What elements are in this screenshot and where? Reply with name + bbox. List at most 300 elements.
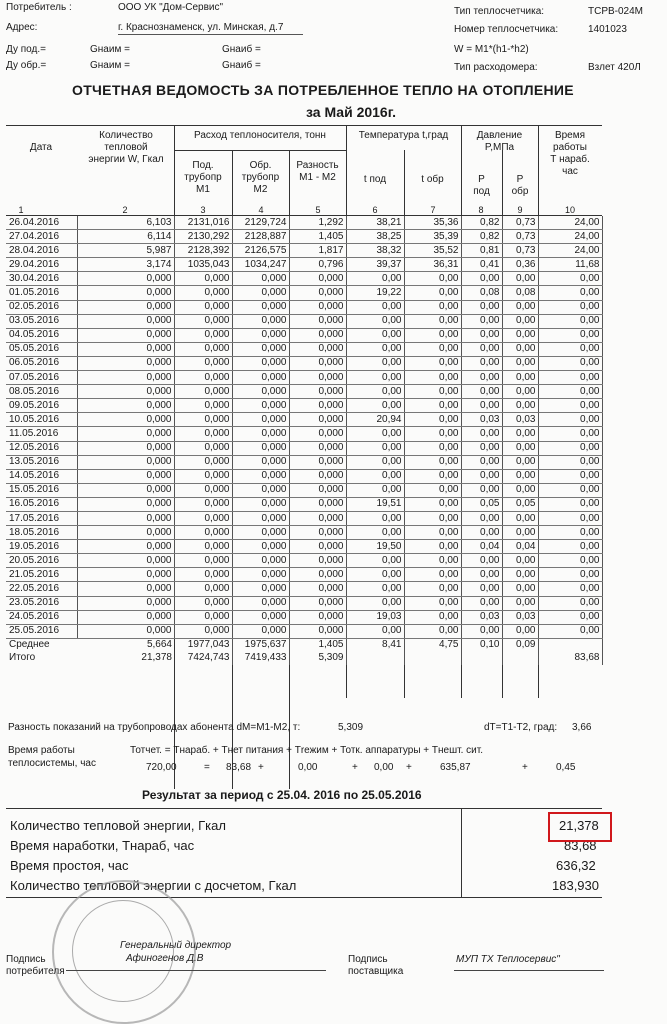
- col-num-9: 9: [517, 205, 523, 215]
- st-value-total: 720,00: [146, 762, 177, 773]
- table-cell: 0,00: [502, 568, 538, 582]
- table-cell: 0,000: [289, 582, 346, 596]
- table-cell: 0,000: [289, 385, 346, 399]
- table-cell: 24,00: [538, 230, 602, 244]
- table-cell: 0,00: [404, 371, 461, 385]
- table-cell: 0,000: [77, 624, 174, 638]
- table-cell: 0,00: [502, 342, 538, 356]
- meter-number-label: Номер теплосчетчика:: [454, 24, 559, 35]
- table-cell-date: 10.05.2016: [6, 413, 77, 427]
- table-cell: 0,000: [174, 469, 232, 483]
- table-cell: 0,00: [346, 568, 404, 582]
- table-cell: 0,000: [77, 314, 174, 328]
- table-cell: 0,03: [461, 413, 502, 427]
- table-cell: 0,00: [538, 554, 602, 568]
- dt-label: dT=T1-T2, град:: [484, 722, 558, 733]
- table-cell: 19,03: [346, 610, 404, 624]
- table-cell: 0,00: [538, 455, 602, 469]
- table-cell: 19,22: [346, 286, 404, 300]
- table-cell: 0,03: [461, 610, 502, 624]
- table-cell: 0,00: [404, 385, 461, 399]
- table-row: [6, 258, 602, 272]
- table-cell: 0,000: [77, 427, 174, 441]
- table-cell: 0,000: [174, 342, 232, 356]
- table-cell: 0,000: [289, 511, 346, 525]
- table-cell: 0,41: [461, 258, 502, 272]
- system-time-formula: Тотчет. = Тнараб. + Тнет питания + Тrежим + Тотк. аппаратуры + Тнешт. сит.: [130, 745, 483, 756]
- table-cell: 0,03: [502, 610, 538, 624]
- table-cell: 1034,247: [232, 258, 289, 272]
- table-cell: 0,00: [538, 286, 602, 300]
- table-cell: 0,00: [404, 328, 461, 342]
- table-cell-date: 25.05.2016: [6, 624, 77, 638]
- flowmeter-label: Тип расходомера:: [454, 62, 538, 73]
- table-row: [6, 568, 602, 582]
- col-time-header-2: работы: [553, 142, 587, 153]
- table-cell: 0,000: [77, 582, 174, 596]
- du-pod-label: Ду под.=: [6, 44, 46, 55]
- result-top-border: [6, 808, 602, 809]
- table-cell: 0,000: [289, 554, 346, 568]
- col-diff-header-2: М1 - М2: [299, 172, 336, 183]
- table-cell: 0,000: [77, 497, 174, 511]
- table-cell-date: 06.05.2016: [6, 356, 77, 370]
- table-cell: 0,00: [404, 441, 461, 455]
- table-cell: 0,000: [232, 568, 289, 582]
- table-cell: 0,00: [461, 455, 502, 469]
- table-cell: 0,000: [289, 286, 346, 300]
- table-cell: 0,000: [289, 497, 346, 511]
- table-cell: 2129,724: [232, 216, 289, 230]
- meter-type-label: Тип теплосчетчика:: [454, 6, 545, 17]
- table-cell: 0,000: [77, 342, 174, 356]
- table-cell: 0,00: [404, 356, 461, 370]
- st-plus-2: +: [352, 762, 358, 773]
- table-cell: 0,00: [346, 328, 404, 342]
- table-cell: 21,378: [141, 652, 172, 664]
- table-cell: 0,00: [404, 272, 461, 286]
- table-cell: 4,75: [404, 638, 461, 652]
- consumer-sign-label-1: Подпись: [6, 954, 46, 965]
- table-cell: 0,000: [174, 582, 232, 596]
- table-cell: 2128,392: [174, 244, 232, 258]
- table-cell: 0,00: [404, 554, 461, 568]
- table-cell: 0,000: [232, 441, 289, 455]
- table-cell: 1,405: [289, 638, 346, 652]
- table-cell: 0,000: [289, 314, 346, 328]
- table-cell: 0,000: [232, 399, 289, 413]
- table-cell: 0,00: [502, 483, 538, 497]
- system-time-label-2: теплосистемы, час: [8, 758, 96, 769]
- table-cell: 0,00: [404, 526, 461, 540]
- table-cell: 35,39: [404, 230, 461, 244]
- table-cell: 38,21: [346, 216, 404, 230]
- col-time-header-1: Время: [554, 130, 586, 141]
- col-time-header-4: час: [562, 166, 578, 177]
- table-cell: 0,09: [502, 638, 538, 652]
- table-cell: 0,00: [461, 483, 502, 497]
- table-cell: 0,000: [232, 554, 289, 568]
- table-cell: 38,32: [346, 244, 404, 258]
- table-cell: 0,00: [502, 272, 538, 286]
- stamp-inner-ring: [72, 900, 174, 1002]
- page-title: ОТЧЕТНАЯ ВЕДОМОСТЬ ЗА ПОТРЕБЛЕННОЕ ТЕПЛО НА ОТОПЛЕНИЕ: [72, 82, 574, 98]
- table-cell-date: 26.04.2016: [6, 216, 77, 230]
- table-cell: 1035,043: [174, 258, 232, 272]
- table-cell-date: 15.05.2016: [6, 483, 77, 497]
- table-cell: 0,000: [232, 328, 289, 342]
- result-label-worktime: Время наработки, Тнараб, час: [10, 838, 195, 853]
- table-cell: 0,000: [232, 413, 289, 427]
- table-cell: 0,000: [232, 526, 289, 540]
- consumer-sign-line: [66, 970, 326, 971]
- table-cell: 1977,043: [174, 638, 232, 652]
- flow-header-divider: [174, 150, 346, 151]
- table-row: [6, 413, 602, 427]
- table-cell: 0,00: [346, 596, 404, 610]
- table-cell: 0,00: [538, 596, 602, 610]
- table-cell: 0,000: [174, 300, 232, 314]
- result-label-energy-extra: Количество тепловой энергии с досчетом, Гкал: [10, 878, 297, 893]
- table-cell: 0,00: [346, 427, 404, 441]
- table-cell: 2130,292: [174, 230, 232, 244]
- table-cell: 0,00: [404, 624, 461, 638]
- table-cell: 0,000: [232, 385, 289, 399]
- table-cell-date: 27.04.2016: [6, 230, 77, 244]
- table-cell: 0,000: [232, 356, 289, 370]
- table-cell: 0,00: [346, 272, 404, 286]
- table-cell: 0,00: [461, 328, 502, 342]
- table-cell: 0,00: [461, 399, 502, 413]
- table-cell-date: 17.05.2016: [6, 511, 77, 525]
- table-row: [6, 399, 602, 413]
- data-table: [6, 216, 603, 665]
- meter-type-value: ТСРВ-024М: [588, 6, 644, 17]
- table-cell: 24,00: [538, 216, 602, 230]
- table-cell: 0,00: [346, 342, 404, 356]
- table-cell: 0,000: [289, 328, 346, 342]
- table-cell: 0,796: [289, 258, 346, 272]
- table-cell: 0,00: [502, 356, 538, 370]
- table-cell: 2126,575: [232, 244, 289, 258]
- table-row: [6, 540, 602, 554]
- table-cell: 0,00: [538, 385, 602, 399]
- result-label-idle: Время простоя, час: [10, 858, 129, 873]
- table-cell: 0,000: [77, 610, 174, 624]
- table-cell: 6,114: [77, 230, 174, 244]
- table-row: [6, 624, 602, 638]
- table-cell: 1,817: [289, 244, 346, 258]
- table-cell: 0,00: [538, 582, 602, 596]
- table-row: [6, 216, 602, 230]
- table-cell: 39,37: [346, 258, 404, 272]
- table-cell: 0,36: [502, 258, 538, 272]
- table-cell: 0,000: [77, 469, 174, 483]
- col-temp-header: Температура t,град: [358, 130, 449, 141]
- table-cell: 0,000: [174, 568, 232, 582]
- col-m2-header-3: М2: [253, 184, 268, 195]
- table-cell: 0,000: [174, 399, 232, 413]
- table-cell: 0,05: [502, 497, 538, 511]
- table-cell: 0,04: [461, 540, 502, 554]
- table-cell-date: 07.05.2016: [6, 371, 77, 385]
- table-cell-date: 29.04.2016: [6, 258, 77, 272]
- table-cell: 0,000: [289, 469, 346, 483]
- table-cell: 83,68: [538, 652, 602, 665]
- table-cell: 0,00: [404, 610, 461, 624]
- table-cell: 1,292: [289, 216, 346, 230]
- st-value-work: 83,68: [226, 762, 252, 773]
- table-row: [6, 328, 602, 342]
- table-cell: 0,000: [289, 624, 346, 638]
- table-cell: 0,08: [502, 286, 538, 300]
- du-obr-label: Ду обр.=: [6, 60, 47, 71]
- diff-line-value: 5,309: [338, 722, 364, 733]
- table-cell-date: 08.05.2016: [6, 385, 77, 399]
- table-cell-date: 24.05.2016: [6, 610, 77, 624]
- table-cell: 0,00: [502, 314, 538, 328]
- table-cell: 0,00: [502, 385, 538, 399]
- table-cell: 0,000: [232, 624, 289, 638]
- table-cell: 0,000: [77, 526, 174, 540]
- table-cell: 0,000: [174, 356, 232, 370]
- st-plus-1: +: [258, 762, 264, 773]
- table-cell: 0,000: [232, 272, 289, 286]
- st-eq: =: [204, 762, 210, 773]
- table-cell: 0,000: [174, 554, 232, 568]
- table-cell-date: Среднее: [9, 639, 50, 651]
- table-cell: 0,81: [461, 244, 502, 258]
- table-cell: 0,000: [232, 497, 289, 511]
- table-cell: 0,000: [174, 497, 232, 511]
- table-cell-date: 23.05.2016: [6, 596, 77, 610]
- table-cell: 0,00: [404, 399, 461, 413]
- table-row: [6, 610, 602, 624]
- table-cell: 0,00: [502, 371, 538, 385]
- table-cell: 0,00: [461, 596, 502, 610]
- consumer-value: ООО УК "Дом-Сервис": [118, 2, 224, 13]
- table-cell: 0,00: [404, 596, 461, 610]
- data-table-body: [6, 216, 602, 665]
- col-ppod-header-2: под: [473, 186, 490, 197]
- address-value: г. Краснознаменск, ул. Минская, д.7: [118, 22, 284, 33]
- table-cell: 0,000: [289, 413, 346, 427]
- table-cell: 0,000: [77, 596, 174, 610]
- col-num-10: 10: [564, 205, 575, 215]
- table-cell: 0,000: [174, 624, 232, 638]
- col-qty-header-3: энергии W, Гкал: [88, 154, 164, 165]
- table-cell: 24,00: [538, 244, 602, 258]
- table-cell: 35,52: [404, 244, 461, 258]
- table-cell-date: 02.05.2016: [6, 300, 77, 314]
- result-title: Результат за период с 25.04. 2016 по 25.05.2016: [142, 788, 422, 802]
- st-value-emergency: 0,45: [556, 762, 576, 773]
- table-cell: 0,000: [77, 441, 174, 455]
- table-cell: 0,00: [461, 385, 502, 399]
- table-cell: 5,987: [77, 244, 174, 258]
- table-cell: 0,000: [289, 610, 346, 624]
- table-cell: 0,00: [538, 328, 602, 342]
- table-cell: 0,00: [346, 399, 404, 413]
- table-cell: [346, 652, 404, 665]
- table-cell: 3,174: [77, 258, 174, 272]
- table-cell: 0,000: [174, 540, 232, 554]
- table-cell: 0,00: [502, 441, 538, 455]
- director-title: Генеральный директор: [120, 940, 232, 951]
- table-cell: 0,00: [538, 413, 602, 427]
- table-cell: 5,309: [289, 652, 346, 665]
- table-cell: 36,31: [404, 258, 461, 272]
- table-cell: 0,00: [538, 526, 602, 540]
- col-num-4: 4: [258, 205, 264, 215]
- col-flow-header: Расход теплоносителя, тонн: [194, 130, 326, 141]
- table-cell: 0,00: [404, 483, 461, 497]
- table-cell: 0,000: [174, 286, 232, 300]
- table-cell: 0,000: [174, 610, 232, 624]
- table-row: [6, 582, 602, 596]
- table-cell: 0,00: [502, 511, 538, 525]
- col-num-1: 1: [18, 205, 24, 215]
- table-cell: 0,00: [404, 511, 461, 525]
- table-cell: 0,08: [461, 286, 502, 300]
- table-cell: 0,00: [346, 441, 404, 455]
- st-value-failure: 635,87: [440, 762, 471, 773]
- table-cell: 0,00: [502, 455, 538, 469]
- table-cell: 0,000: [232, 300, 289, 314]
- table-cell: 0,000: [232, 596, 289, 610]
- table-cell: 0,00: [502, 582, 538, 596]
- table-cell: 5,664: [146, 639, 172, 651]
- table-cell: 0,00: [538, 483, 602, 497]
- table-cell: 20,94: [346, 413, 404, 427]
- table-row: [6, 314, 602, 328]
- table-cell: 0,00: [346, 624, 404, 638]
- table-cell: 0,00: [538, 314, 602, 328]
- system-time-label-1: Время работы: [8, 745, 75, 756]
- st-plus-3: +: [406, 762, 412, 773]
- table-cell: 0,00: [404, 497, 461, 511]
- table-cell: [404, 652, 461, 665]
- st-plus-4: +: [522, 762, 528, 773]
- col-qty-header-2: тепловой: [104, 142, 148, 153]
- table-row: [6, 469, 602, 483]
- table-cell: 0,00: [404, 427, 461, 441]
- table-cell: 0,000: [232, 314, 289, 328]
- gnaib-label-1: Gнаиб =: [222, 44, 261, 55]
- table-cell: 0,00: [461, 427, 502, 441]
- table-row: [6, 272, 602, 286]
- table-cell: 0,000: [289, 272, 346, 286]
- table-cell: 0,000: [289, 540, 346, 554]
- table-cell: 0,00: [502, 427, 538, 441]
- col-num-5: 5: [315, 205, 321, 215]
- table-cell: 0,00: [538, 511, 602, 525]
- table-cell: 0,000: [289, 441, 346, 455]
- table-row: [6, 497, 602, 511]
- table-row: [6, 526, 602, 540]
- table-cell: 0,000: [174, 272, 232, 286]
- table-cell: 0,000: [174, 427, 232, 441]
- table-cell: 0,000: [77, 568, 174, 582]
- supplier-sign-label-2: поставщика: [348, 966, 404, 977]
- meter-number-value: 1401023: [588, 24, 627, 35]
- col-ppod-header-1: P: [478, 174, 485, 185]
- table-cell: 0,00: [461, 272, 502, 286]
- table-cell: 0,00: [538, 371, 602, 385]
- table-cell: 0,000: [77, 272, 174, 286]
- table-row: [6, 427, 602, 441]
- consumer-sign-label-2: потребителя: [6, 966, 65, 977]
- table-cell: 0,00: [502, 624, 538, 638]
- table-cell: 0,000: [232, 483, 289, 497]
- table-cell: 38,25: [346, 230, 404, 244]
- table-cell: 1975,637: [232, 638, 289, 652]
- table-cell: [502, 652, 538, 665]
- table-cell: 0,00: [502, 469, 538, 483]
- table-cell: 19,50: [346, 540, 404, 554]
- table-cell: 0,00: [404, 568, 461, 582]
- table-cell: 0,00: [461, 314, 502, 328]
- table-cell: 0,10: [461, 638, 502, 652]
- table-cell: 0,000: [289, 371, 346, 385]
- table-row: [6, 230, 602, 244]
- table-cell: 0,000: [77, 399, 174, 413]
- table-cell: 0,00: [346, 526, 404, 540]
- table-row: [6, 286, 602, 300]
- table-cell: 0,00: [538, 441, 602, 455]
- result-col-divider: [461, 808, 462, 898]
- table-cell: 0,00: [404, 286, 461, 300]
- table-cell: 0,00: [502, 399, 538, 413]
- table-cell: 0,000: [77, 385, 174, 399]
- table-cell: 0,000: [174, 385, 232, 399]
- table-cell: 0,00: [502, 596, 538, 610]
- table-cell: 0,00: [461, 568, 502, 582]
- table-cell: 0,000: [77, 554, 174, 568]
- col-qty-header-1: Количество: [99, 130, 153, 141]
- table-cell: 0,00: [346, 371, 404, 385]
- col-num-7: 7: [430, 205, 436, 215]
- table-cell: 0,000: [77, 286, 174, 300]
- table-cell: 0,000: [289, 399, 346, 413]
- table-cell: 0,000: [77, 540, 174, 554]
- table-cell: 0,000: [232, 582, 289, 596]
- table-cell: 0,73: [502, 216, 538, 230]
- table-cell: 0,00: [538, 497, 602, 511]
- table-cell: 0,000: [232, 511, 289, 525]
- table-row: [6, 342, 602, 356]
- table-cell: 19,51: [346, 497, 404, 511]
- result-value-worktime: 83,68: [564, 838, 597, 853]
- table-cell: 0,00: [502, 554, 538, 568]
- table-cell: 7419,433: [232, 652, 289, 665]
- table-cell: 0,00: [538, 342, 602, 356]
- table-cell: 0,00: [404, 314, 461, 328]
- table-cell: [461, 652, 502, 665]
- table-cell: 0,00: [404, 455, 461, 469]
- table-cell: 0,00: [461, 624, 502, 638]
- result-value-energy-extra: 183,930: [552, 878, 599, 893]
- table-cell: 0,000: [77, 455, 174, 469]
- gnaim-label-2: Gнаим =: [90, 60, 130, 71]
- table-cell-date: 13.05.2016: [6, 455, 77, 469]
- col-num-8: 8: [478, 205, 484, 215]
- col-m1-header-3: М1: [196, 184, 210, 195]
- col-m1-header-1: Под.: [192, 160, 214, 171]
- table-row: [6, 511, 602, 525]
- table-cell: 0,00: [538, 610, 602, 624]
- col-pobr-header-1: P: [516, 174, 524, 185]
